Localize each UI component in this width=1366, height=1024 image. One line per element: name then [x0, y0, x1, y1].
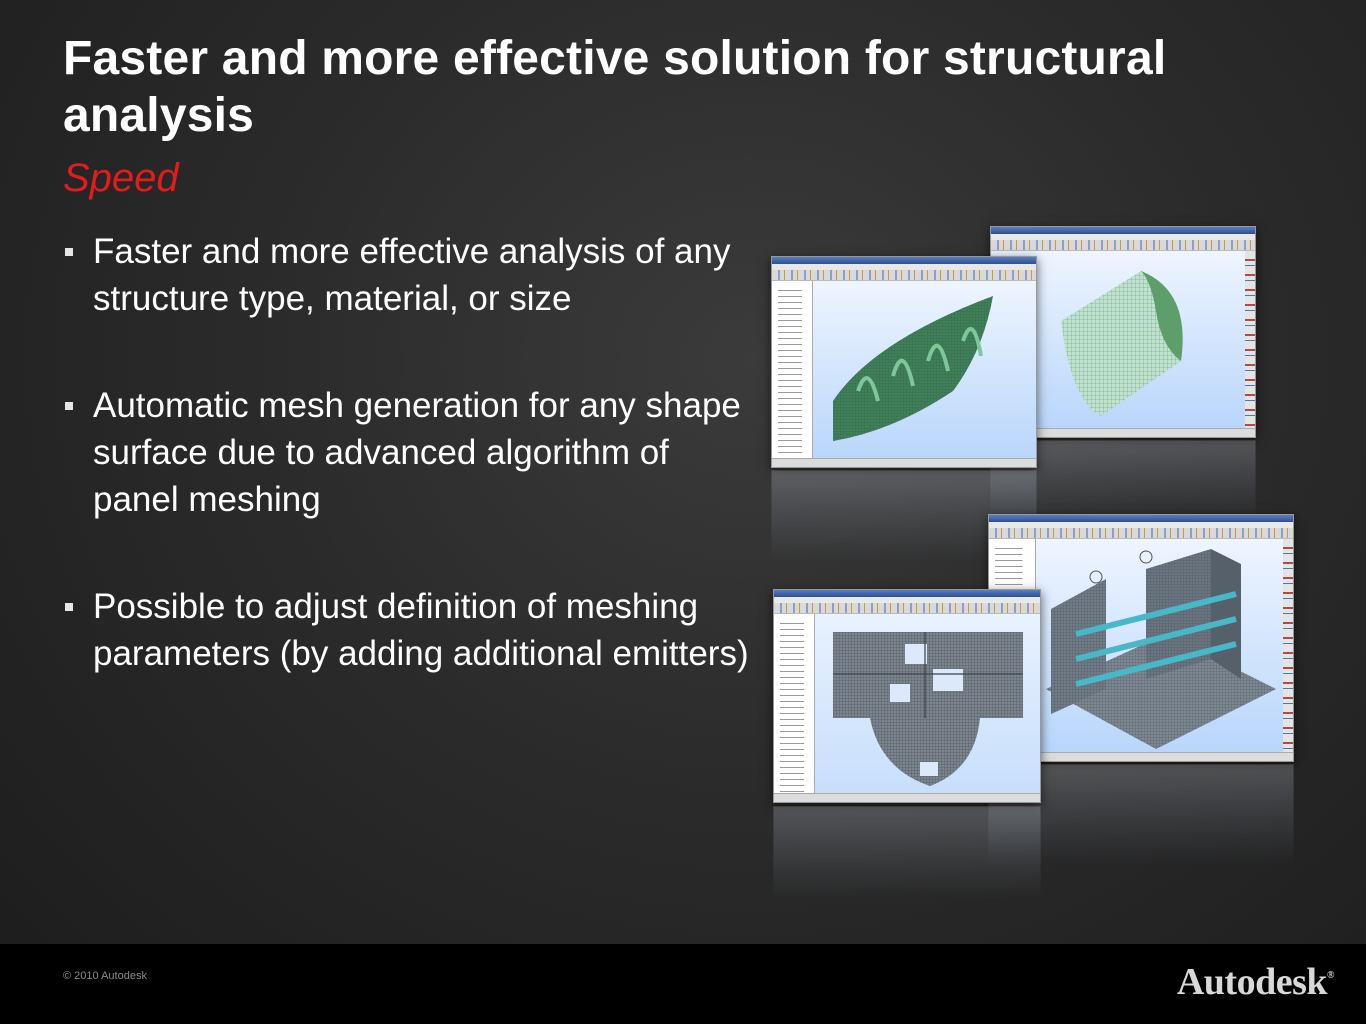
curved-panel-mesh-icon [813, 281, 1036, 459]
footer-bar [0, 944, 1366, 1024]
building-mesh-icon [1036, 539, 1283, 753]
object-tree [774, 614, 815, 794]
object-tree [772, 281, 813, 459]
bullet-text: Faster and more effective analysis of any structure type, material, or size [93, 232, 731, 318]
screenshot-curved-panel-mesh [771, 256, 1037, 468]
status-bar [772, 458, 1036, 467]
model-viewport [1036, 539, 1283, 753]
status-bar [774, 793, 1040, 802]
bullet-item [63, 228, 753, 322]
window-toolbar [991, 240, 1255, 251]
slide-title: Faster and more effective solution for structural analysis [63, 32, 1167, 142]
window-titlebar [774, 590, 1040, 597]
bullet-text: Possible to adjust definition of meshing parameters (by adding additional emitters) [93, 587, 749, 673]
logo-text: Autodesk [1176, 961, 1328, 1003]
copyright-text: © 2010 Autodesk [63, 970, 147, 982]
model-viewport [815, 614, 1040, 794]
bullet-square-icon [65, 248, 73, 256]
slide-subtitle: Speed [63, 156, 179, 200]
right-toolbar [1283, 539, 1293, 753]
screenshot-reflection [773, 806, 1041, 900]
screenshot-floor-plan-mesh [773, 589, 1041, 803]
window-titlebar [772, 257, 1036, 264]
bullet-item [63, 583, 753, 677]
trademark-icon: ® [1327, 970, 1334, 981]
bullet-list [63, 228, 753, 737]
floor-plan-mesh-icon [815, 614, 1040, 794]
right-toolbar [1245, 251, 1255, 429]
reflection-view [774, 807, 1040, 899]
window-toolbar [774, 603, 1040, 614]
window-toolbar [989, 528, 1293, 539]
window-titlebar [989, 515, 1293, 522]
bullet-square-icon [65, 603, 73, 611]
autodesk-logo [1177, 960, 1334, 1004]
window-toolbar [772, 270, 1036, 281]
bullet-item [63, 382, 753, 523]
window-titlebar [991, 227, 1255, 234]
bullet-text: Automatic mesh generation for any shape surface due to advanced algorithm of panel meshing [93, 386, 741, 519]
bullet-square-icon [65, 402, 73, 410]
model-viewport [813, 281, 1036, 459]
